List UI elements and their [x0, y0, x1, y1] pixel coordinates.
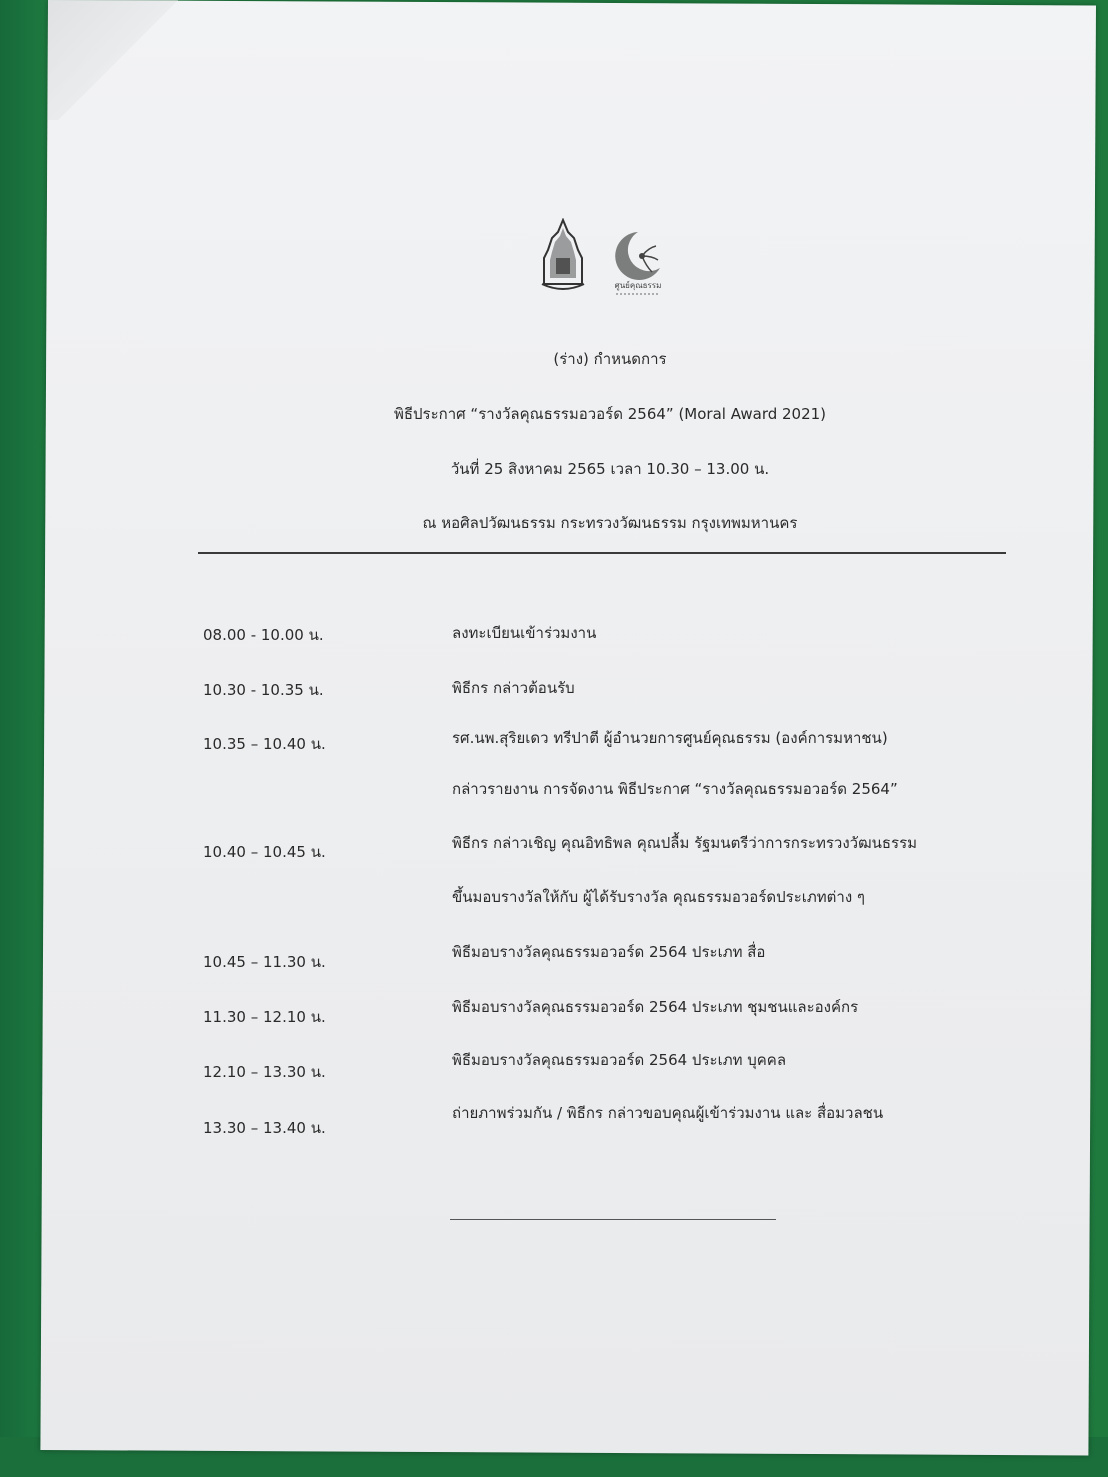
schedule-time: 10.40 – 10.45 น.	[203, 843, 326, 861]
end-divider	[450, 1219, 776, 1220]
schedule-time: 10.30 - 10.35 น.	[203, 681, 324, 699]
logo-group	[538, 218, 678, 298]
schedule-time: 11.30 – 12.10 น.	[203, 1008, 326, 1026]
schedule-time: 13.30 – 13.40 น.	[203, 1119, 326, 1137]
moral-center-logo	[608, 226, 670, 298]
schedule-item: รศ.นพ.สุริยเดว ทรีปาตี ผู้อำนวยการศูนย์คุณธรรม (องค์การมหาชน)	[452, 729, 888, 747]
schedule-item: ลงทะเบียนเข้าร่วมงาน	[452, 624, 597, 642]
schedule-item: พิธีมอบรางวัลคุณธรรมอวอร์ด 2564 ประเภท บุคคล	[452, 1051, 787, 1069]
schedule-item-continued: ขึ้นมอบรางวัลให้กับ ผู้ได้รับรางวัล คุณธรรมอวอร์ดประเภทต่าง ๆ	[452, 888, 865, 906]
schedule-item: พิธีกร กล่าวต้อนรับ	[452, 679, 575, 697]
schedule-item: ถ่ายภาพร่วมกัน / พิธีกร กล่าวขอบคุณผู้เข้าร่วมงาน และ สื่อมวลชน	[452, 1104, 884, 1122]
draft-title: (ร่าง) กำหนดการ	[553, 350, 667, 368]
schedule-item: พิธีมอบรางวัลคุณธรรมอวอร์ด 2564 ประเภท ชุมชนและองค์กร	[452, 998, 859, 1016]
schedule-item-continued: กล่าวรายงาน การจัดงาน พิธีประกาศ “รางวัลคุณธรรมอวอร์ด 2564”	[452, 780, 898, 798]
schedule-item: พิธีมอบรางวัลคุณธรรมอวอร์ด 2564 ประเภท สื่อ	[452, 943, 766, 961]
event-title: พิธีประกาศ “รางวัลคุณธรรมอวอร์ด 2564” (Moral Award 2021)	[393, 405, 827, 423]
event-datetime: วันที่ 25 สิงหาคม 2565 เวลา 10.30 – 13.00 น.	[450, 460, 770, 478]
event-venue: ณ หอศิลปวัฒนธรรม กระทรวงวัฒนธรรม กรุงเทพมหานคร	[422, 514, 798, 532]
schedule-item: พิธีกร กล่าวเชิญ คุณอิทธิพล คุณปลื้ม รัฐมนตรีว่าการกระทรวงวัฒนธรรม	[452, 834, 918, 852]
schedule-time: 10.35 – 10.40 น.	[203, 735, 326, 753]
schedule-time: 12.10 – 13.30 น.	[203, 1063, 326, 1081]
page-fold	[48, 0, 188, 120]
schedule-time: 10.45 – 11.30 น.	[203, 953, 326, 971]
schedule-time: 08.00 - 10.00 น.	[203, 626, 324, 644]
moral-center-logo-text: ศูนย์คุณธรรม	[614, 281, 662, 290]
ministry-seal-logo	[538, 218, 588, 294]
header-divider	[198, 552, 1006, 554]
